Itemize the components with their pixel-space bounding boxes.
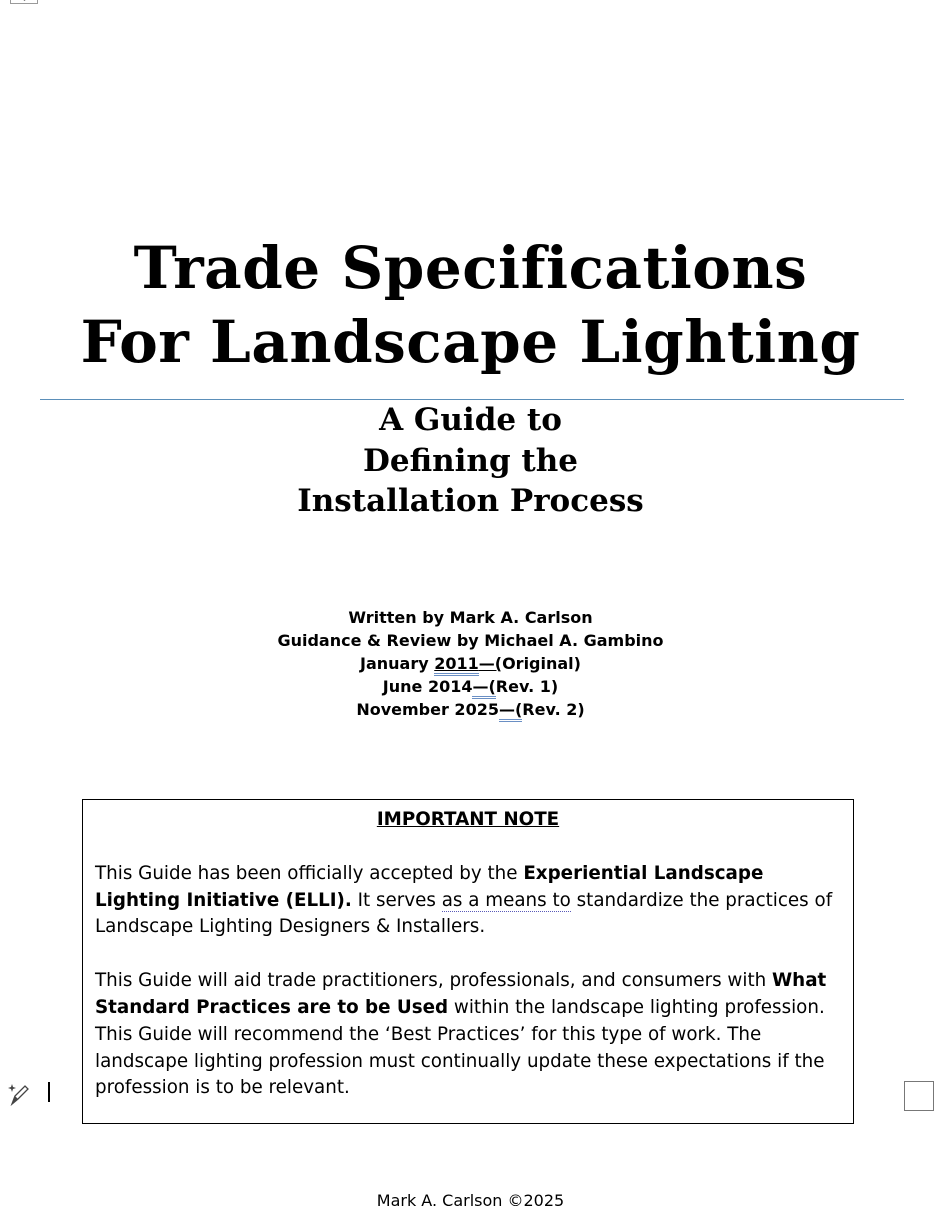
document-subtitle [0,400,941,522]
document-title-line-2: For Landscape Lighting [80,308,861,376]
revision-2 [0,698,941,721]
revision-original-year: 2011 [434,654,479,676]
author-line: Written by Mark A. Carlson [348,608,593,627]
subtitle-line-2: Defining the [362,442,579,479]
revision-original-label: Original) [502,654,581,673]
note-p1-text-b: It serves [351,889,442,911]
collapse-chevron-icon[interactable] [10,0,38,4]
revision-2-dash: —( [499,700,522,722]
pen-sparkle-icon [8,1082,32,1108]
footer-copyright: Mark A. Carlson ©2025 [376,1191,565,1210]
square-icon[interactable] [904,1081,934,1111]
subtitle-line-3: Installation Process [297,483,644,519]
revision-1 [0,675,941,698]
revision-1-dash: —( [472,677,495,699]
note-p2-bold: What Standard Practices are to be Used [95,970,827,1018]
note-heading: IMPORTANT NOTE [376,809,560,830]
revision-original-dash: —( [478,654,503,673]
note-p2-text-b: within the landscape lighting profession. This Guide will recommend the ‘Best Practices’ for this type of work. The landscape lighting profession must continually update these expectations if the profession is to be relevant. [95,996,825,1099]
note-p1-bold: Experiential Landscape Lighting Initiative (ELLI). [95,862,764,911]
revision-original-month: January [360,654,435,673]
subtitle-line-1: A Guide to [379,402,562,438]
document-title-line-1: Trade Specifications [133,234,808,302]
note-p1-flagged-phrase[interactable]: as a means to [441,889,571,911]
important-note-box [82,799,854,1124]
note-paragraph-1 [95,861,841,941]
revision-1-label: Rev. 1) [495,677,559,696]
revision-1-date: June 2014 [382,677,473,696]
revision-2-date: November 2025 [356,700,499,719]
credits-block [0,606,941,721]
revision-2-label: Rev. 2) [522,700,585,719]
reviewer-line: Guidance & Review by Michael A. Gambino [277,631,664,650]
note-p1-text-a: This Guide has been officially accepted by the [95,862,524,884]
note-p2-text-a: This Guide will aid trade practitioners, professionals, and consumers with [95,970,773,992]
note-paragraph-2 [95,968,841,1102]
revision-original [0,652,941,675]
text-cursor [48,1082,50,1102]
note-p1-text-c: standardize the practices of Landscape Lighting Designers & Installers. [95,889,833,938]
